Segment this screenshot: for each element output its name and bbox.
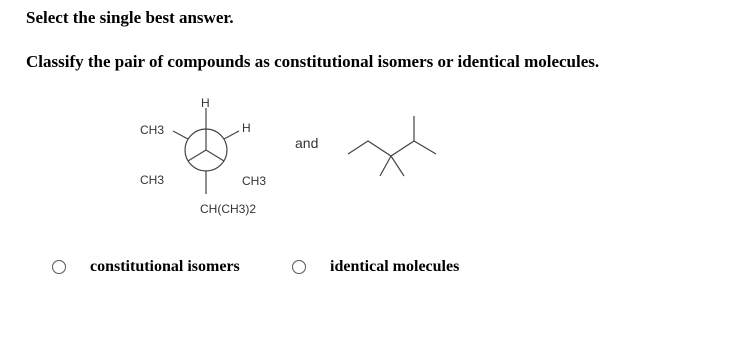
radio-identical-molecules[interactable] [292,260,306,274]
option-constitutional-isomers[interactable] [52,258,240,276]
instruction-text: Select the single best answer. [26,8,234,27]
newman-label-lower-right: CH3 [242,174,267,188]
and-label: and [295,135,319,151]
skeletal-structure [348,141,436,156]
option-label-constitutional-isomers[interactable]: constitutional isomers [90,258,240,275]
newman-label-front-bottom: CH(CH3)2 [200,202,257,216]
option-identical-molecules[interactable] [292,258,459,276]
newman-label-upper-right: H [242,121,251,135]
option-label-identical-molecules[interactable]: identical molecules [330,258,460,275]
newman-label-upper-left: CH3 [140,123,165,137]
radio-constitutional-isomers[interactable] [52,260,66,274]
question-text: Classify the pair of compounds as constitutional isomers or identical molecules. [26,52,600,71]
newman-label-front-top: H [201,96,210,110]
newman-label-lower-left: CH3 [140,173,165,187]
question-figure [120,90,460,220]
